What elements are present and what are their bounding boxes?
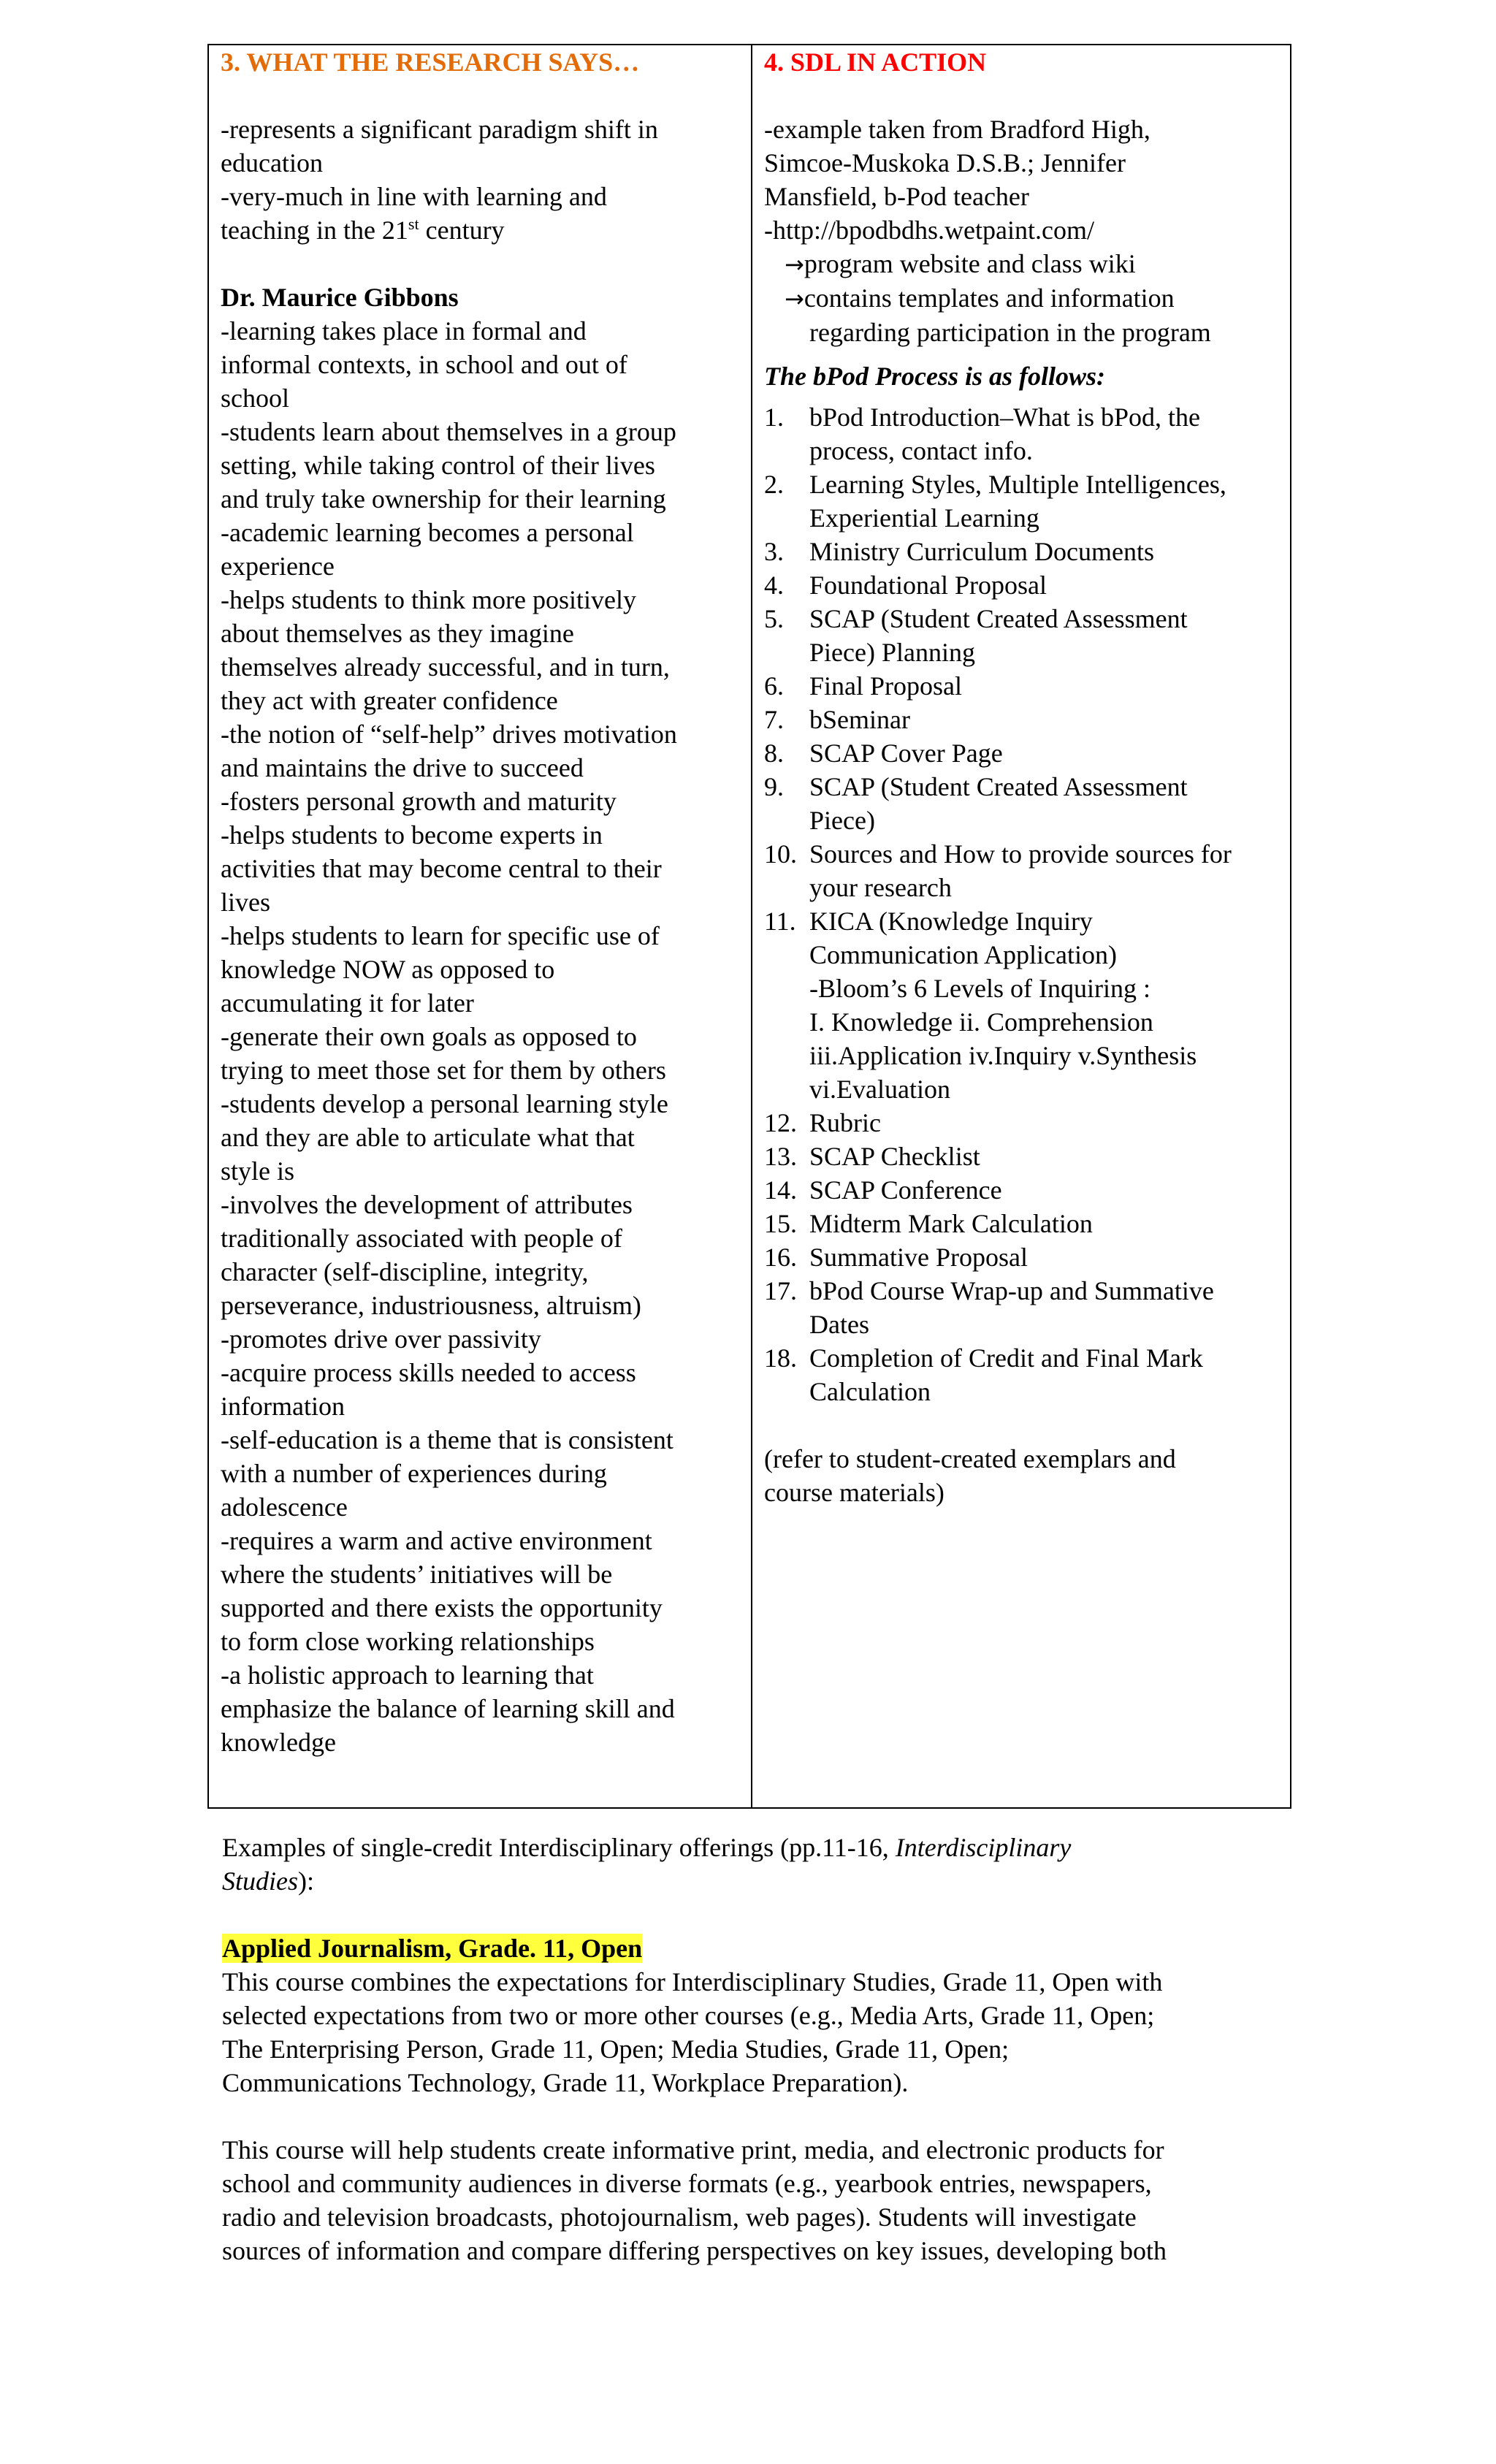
bpod-step [764,400,1290,468]
bpod-step [764,1240,1290,1274]
course-title-line [222,1931,1296,1965]
century-line: teaching in the 21st century [221,215,505,245]
step-number: 14. [764,1175,797,1205]
arrow-item-continued: regarding participation in the program [809,318,1211,347]
step-number: 16. [764,1243,797,1272]
research-point-line: -acquire process skills needed to access [221,1358,636,1387]
research-point-line: setting, while taking control of their lives [221,451,655,480]
step-text: Calculation [809,1377,931,1406]
sdl-intro [764,112,1290,247]
step-number: 6. [764,671,784,701]
research-point-line: style is [221,1156,295,1186]
paragraph-line: selected expectations from two or more other courses (e.g., Media Arts, Grade 11, Open; [222,2001,1155,2030]
step-number: 4. [764,571,784,600]
research-point-line: supported and there exists the opportunity [221,1593,663,1622]
sdl-intro-line: Simcoe-Muskoka D.S.B.; Jennifer [764,148,1126,178]
research-point-line: informal contexts, in school and out of [221,350,627,379]
step-number: 7. [764,705,784,734]
step-text: Piece) Planning [809,638,975,667]
step-text: SCAP Conference [809,1175,1002,1205]
step-text: your research [809,873,952,902]
step-text: Communication Application) [809,940,1117,969]
research-point-line: information [221,1392,345,1421]
step-text: Learning Styles, Multiple Intelligences, [809,470,1226,499]
refer-note [764,1442,1290,1509]
bpod-step [764,703,1290,736]
step-text: KICA (Knowledge Inquiry [809,907,1093,936]
research-point-line: knowledge [221,1728,336,1757]
research-point-line: activities that may become central to their [221,854,662,883]
research-point-line: -academic learning becomes a personal [221,518,634,547]
refer-line: (refer to student-created exemplars and [764,1444,1176,1473]
research-table [207,44,1291,1809]
examples-intro: Examples of single-credit Interdisciplinary offerings (pp.11-16, Interdisciplinary [222,1833,1072,1862]
step-text: process, contact info. [809,436,1033,465]
step-text: Rubric [809,1108,881,1137]
sdl-intro-line: Mansfield, b-Pod teacher [764,182,1029,211]
research-point-line: -helps students to think more positively [221,585,636,614]
bpod-step [764,1173,1290,1207]
step-text: SCAP (Student Created Assessment [809,604,1188,633]
bpod-step [764,736,1290,770]
research-point-line: lives [221,888,270,917]
course-details [222,2133,1296,2267]
bpod-step [764,1207,1290,1240]
step-text: iii.Application iv.Inquiry v.Synthesis [809,1041,1197,1070]
research-point-line: trying to meet those set for them by others [221,1056,666,1085]
step-text: Completion of Credit and Final Mark [809,1343,1203,1373]
paragraph-line: The Enterprising Person, Grade 11, Open; Media Studies, Grade 11, Open; [222,2034,1010,2064]
paragraph-line: sources of information and compare differing perspectives on key issues, developing both [222,2236,1167,2265]
research-point-line: -involves the development of attributes [221,1190,633,1219]
research-point-line: accumulating it for later [221,988,474,1018]
step-number: 10. [764,839,797,869]
step-number: 13. [764,1142,797,1171]
paragraph-line: school and community audiences in diverse formats (e.g., yearbook entries, newspapers, [222,2169,1152,2198]
bpod-step [764,1274,1290,1341]
step-text: bPod Introduction–What is bPod, the [809,403,1200,432]
research-point-line: adolescence [221,1492,348,1522]
paragraph-line: Communications Technology, Grade 11, Workplace Preparation). [222,2068,909,2097]
step-text: Experiential Learning [809,503,1039,533]
step-number: 17. [764,1276,797,1305]
research-point-line: about themselves as they imagine [221,619,574,648]
research-point-line: and maintains the drive to succeed [221,753,584,782]
step-text: Piece) [809,806,875,835]
step-text: I. Knowledge ii. Comprehension [809,1007,1153,1037]
research-point-line: to form close working relationships [221,1627,595,1656]
research-points [221,314,751,1759]
research-point-line: traditionally associated with people of [221,1224,622,1253]
bpod-step [764,1106,1290,1140]
step-number: 9. [764,772,784,801]
research-column [209,45,752,1807]
step-number: 5. [764,604,784,633]
bpod-step [764,770,1290,837]
sdl-column [752,45,1290,1807]
bpod-step [764,535,1290,568]
step-text: Foundational Proposal [809,571,1047,600]
author-name: Dr. Maurice Gibbons [221,283,459,312]
step-text: -Bloom’s 6 Levels of Inquiring : [809,974,1150,1003]
research-point-line: themselves already successful, and in turn, [221,652,670,682]
research-point-line: where the students’ initiatives will be [221,1560,613,1589]
sdl-intro-line: -http://bpodbdhs.wetpaint.com/ [764,215,1094,245]
body-text [222,1831,1296,2267]
research-intro [221,112,751,213]
step-text: SCAP Cover Page [809,739,1003,768]
sdl-heading: 4. SDL IN ACTION [764,47,987,77]
research-point-line: -learning takes place in formal and [221,316,587,346]
process-heading: The bPod Process is as follows: [764,362,1105,391]
research-intro-line: -very-much in line with learning and [221,182,607,211]
research-point-line: -helps students to learn for specific use of [221,921,660,950]
step-text: Sources and How to provide sources for [809,839,1232,869]
research-point-line: -students develop a personal learning style [221,1089,668,1118]
research-point-line: -the notion of “self-help” drives motivation [221,720,677,749]
bpod-step [764,568,1290,602]
research-point-line: knowledge NOW as opposed to [221,955,555,984]
step-number: 1. [764,403,784,432]
research-point-line: with a number of experiences during [221,1459,607,1488]
step-number: 2. [764,470,784,499]
course-title: Applied Journalism, Grade. 11, Open [222,1934,643,1963]
bpod-steps-list [764,400,1290,1408]
sdl-intro-line: -example taken from Bradford High, [764,115,1150,144]
bpod-step [764,1341,1290,1408]
bpod-step [764,602,1290,669]
research-point-line: -requires a warm and active environment [221,1526,652,1555]
step-text: Ministry Curriculum Documents [809,537,1154,566]
paragraph-line: radio and television broadcasts, photojournalism, web pages). Students will investigate [222,2202,1137,2232]
research-point-line: experience [221,552,335,581]
course-description [222,1965,1296,2099]
arrow-right-icon: → [785,285,804,313]
research-intro-line: education [221,148,323,178]
step-text: Summative Proposal [809,1243,1028,1272]
step-number: 11. [764,907,796,936]
bpod-step [764,837,1290,904]
research-point-line: -students learn about themselves in a group [221,417,676,446]
refer-line: course materials) [764,1478,944,1507]
bpod-step [764,904,1290,1106]
research-point-line: perseverance, industriousness, altruism) [221,1291,641,1320]
research-point-line: -a holistic approach to learning that [221,1660,594,1690]
research-point-line: -fosters personal growth and maturity [221,787,617,816]
step-text: Dates [809,1310,869,1339]
research-point-line: and truly take ownership for their learning [221,484,666,514]
research-point-line: emphasize the balance of learning skill and [221,1694,675,1723]
paragraph-line: This course combines the expectations for Interdisciplinary Studies, Grade 11, Open with [222,1967,1163,1996]
arrow-item: →program website and class wiki [785,249,1136,278]
step-text: SCAP Checklist [809,1142,980,1171]
examples-intro-continued: Studies): [222,1866,314,1896]
step-number: 8. [764,739,784,768]
research-point-line: and they are able to articulate what that [221,1123,635,1152]
research-point-line: -helps students to become experts in [221,820,603,850]
research-heading: 3. WHAT THE RESEARCH SAYS… [221,47,640,77]
step-number: 3. [764,537,784,566]
step-number: 12. [764,1108,797,1137]
arrow-item: →contains templates and information [785,283,1175,313]
research-point-line: they act with greater confidence [221,686,558,715]
step-text: vi.Evaluation [809,1075,950,1104]
step-number: 15. [764,1209,797,1238]
step-text: Midterm Mark Calculation [809,1209,1093,1238]
research-point-line: school [221,384,289,413]
bpod-step [764,1140,1290,1173]
step-text: bSeminar [809,705,910,734]
research-point-line: -self-education is a theme that is consistent [221,1425,673,1454]
bpod-step [764,468,1290,535]
arrow-right-icon: → [785,251,804,278]
paragraph-line: This course will help students create informative print, media, and electronic products for [222,2135,1164,2164]
research-intro-line: -represents a significant paradigm shift in [221,115,658,144]
step-text: SCAP (Student Created Assessment [809,772,1188,801]
step-number: 18. [764,1343,797,1373]
bpod-step [764,669,1290,703]
research-point-line: -generate their own goals as opposed to [221,1022,637,1051]
step-text: Final Proposal [809,671,963,701]
research-point-line: -promotes drive over passivity [221,1324,541,1354]
step-text: bPod Course Wrap-up and Summative [809,1276,1214,1305]
research-point-line: character (self-discipline, integrity, [221,1257,589,1286]
